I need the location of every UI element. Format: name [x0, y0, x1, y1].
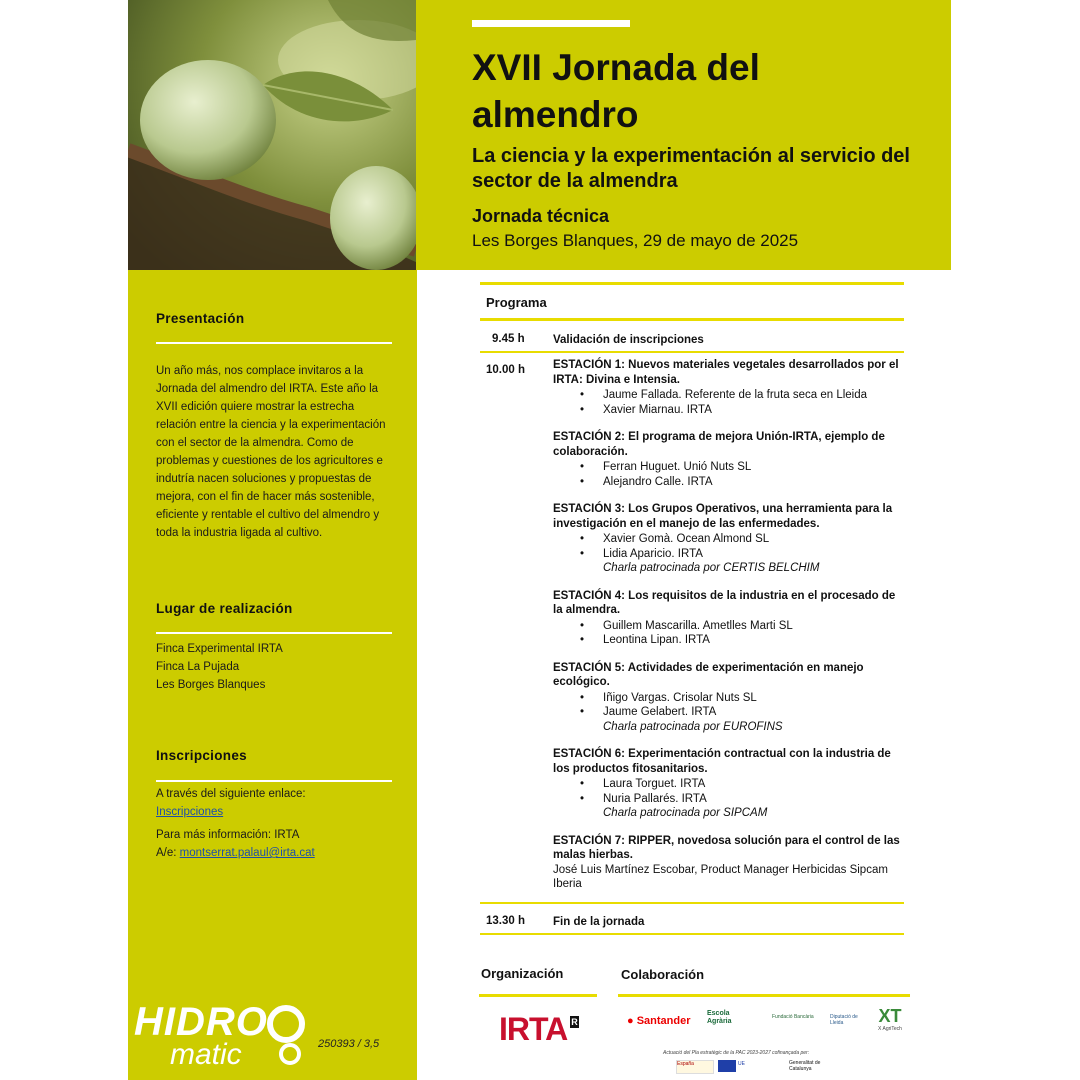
inscripciones-block: [156, 785, 392, 862]
divider: [480, 351, 904, 353]
programa-title: Programa: [486, 295, 547, 310]
station-1: [553, 358, 901, 417]
santander-name: Santander: [636, 1015, 691, 1027]
event-title: XVII Jornada del almendro: [472, 47, 760, 135]
speaker: • Alejandro Calle. IRTA: [553, 475, 901, 490]
eu-name: UE: [738, 1061, 745, 1067]
organizacion-title: Organización: [481, 966, 564, 981]
speaker: • Jaume Gelabert. IRTA: [553, 705, 901, 720]
inscripciones-link[interactable]: Inscripciones: [156, 806, 224, 818]
speaker: • Jaume Fallada. Referente de la fruta seca en Lleida: [553, 388, 901, 403]
station-title: ESTACIÓN 6: Experimentación contractual con la industria de los productos fitosanitarios.: [553, 748, 891, 775]
brand-top: HIDRO: [134, 1000, 268, 1044]
presentacion-title: Presentación: [156, 311, 245, 326]
event-subtitle: La ciencia y la experimentación al servicio del sector de la almendra: [472, 145, 910, 192]
drop-icon: [266, 1002, 308, 1072]
speaker: • Guillem Mascarilla. Ametlles Marti SL: [553, 619, 901, 634]
speaker: • Xavier Gomà. Ocean Almond SL: [553, 532, 901, 547]
inscripciones-title: Inscripciones: [156, 748, 247, 763]
stations-list: [553, 358, 901, 892]
reference-code: 250393 / 3,5: [318, 1038, 380, 1050]
xagritech-logo: [870, 1006, 910, 1038]
station-6: [553, 747, 901, 821]
divider: [156, 342, 392, 344]
generalitat-name: Generalitat de Catalunya: [789, 1060, 821, 1072]
divider: [618, 994, 910, 997]
spain-logo: [676, 1060, 714, 1074]
station-7: [553, 834, 901, 892]
speaker: • Laura Torguet. IRTA: [553, 777, 901, 792]
station-title: ESTACIÓN 2: El programa de mejora Unión-IRTA, ejemplo de colaboración.: [553, 431, 885, 458]
event-type: Jornada técnica: [472, 206, 610, 226]
station-2: [553, 430, 901, 489]
santander-flame-icon: ●: [627, 1015, 634, 1027]
inscripciones-intro: A través del siguiente enlace:: [156, 788, 306, 800]
sponsor-note: Charla patrocinada por EUROFINS: [603, 720, 783, 733]
divider: [480, 318, 904, 321]
almond-photo: [128, 0, 416, 270]
divider: [156, 780, 392, 782]
sponsor-note: Charla patrocinada por CERTIS BELCHIM: [603, 562, 820, 574]
station-title: ESTACIÓN 1: Nuevos materiales vegetales desarrollados por el IRTA: Divina e Intensia.: [553, 359, 899, 386]
station-3: [553, 502, 901, 576]
divider: [480, 933, 904, 935]
header-accent-bar: [472, 20, 630, 27]
time-1330: 13.30 h: [486, 915, 525, 927]
station-4: [553, 589, 901, 648]
escola-agraria-logo: [707, 1010, 749, 1034]
divider: [480, 902, 904, 904]
eu-flag-icon: [718, 1060, 736, 1072]
santander-logo: [627, 1015, 691, 1027]
escola-agraria-name: Escola Agrària: [707, 1010, 732, 1025]
time-945: 9.45 h: [492, 333, 525, 345]
lugar-lines: [156, 640, 392, 694]
event-place-date: Les Borges Blanques, 29 de mayo de 2025: [472, 231, 799, 250]
brand-bottom: matic: [170, 1038, 242, 1071]
email-prefix: A/e:: [156, 847, 177, 859]
station-extra: José Luis Martínez Escobar, Product Manager Herbicidas Sipcam Iberia: [553, 863, 888, 890]
email-link[interactable]: montserrat.palaul@irta.cat: [179, 847, 315, 859]
generalitat-logo: [789, 1060, 829, 1072]
spain-name: España: [677, 1061, 694, 1067]
speaker: • Nuria Pallarés. IRTA: [553, 792, 901, 807]
colaboracion-title: Colaboración: [621, 967, 705, 982]
station-title: ESTACIÓN 3: Los Grupos Operativos, una herramienta para la investigación en el manejo de las enfermedades.: [553, 503, 893, 530]
lugar-title: Lugar de realización: [156, 601, 293, 616]
station-title: ESTACIÓN 4: Los requisitos de la industria en el procesado de la almendra.: [553, 589, 896, 616]
xat-mark: XT: [878, 1006, 902, 1026]
pac-note: Actuació del Pla estratègic de la PAC 2023-2027 cofinançada per:: [663, 1050, 810, 1056]
station-title: ESTACIÓN 5: Actividades de experimentación en manejo ecológico.: [553, 661, 864, 688]
irta-logo: IRTA: [499, 1011, 568, 1047]
diputacio-name: Diputació de Lleida: [830, 1014, 858, 1026]
lugar-line: Finca La Pujada: [156, 661, 240, 673]
divider: [156, 632, 392, 634]
validacion-text: Validación de inscripciones: [553, 334, 704, 346]
divider: [480, 282, 904, 285]
speaker: • Iñigo Vargas. Crisolar Nuts SL: [553, 691, 901, 706]
speaker: • Xavier Miarnau. IRTA: [553, 403, 901, 418]
lugar-line: Les Borges Blanques: [156, 679, 266, 691]
fundacio-name: Fundació Bancària: [772, 1014, 814, 1020]
station-title: ESTACIÓN 7: RIPPER, novedosa solución para el control de las malas hierbas.: [553, 834, 900, 861]
fin-text: Fin de la jornada: [553, 916, 645, 928]
presentacion-text: Un año más, nos complace invitaros a la Jornada del almendro del IRTA. Este año la XVII edición quiere mostrar la estrecha relación entre la ciencia y la experimentación con el sector de la almendra. Como de problemas y cuestiones de los agricultores e indutría nacen soluciones y propuestas de mejora, con el fin de hacer más sostenible, eficiente y rentable el cultivo del almendro y toda la industria ligada al cultivo.: [156, 365, 386, 539]
sponsor-note: Charla patrocinada por SIPCAM: [603, 807, 768, 819]
irta-r-mark: R: [571, 1017, 578, 1027]
divider: [479, 994, 597, 997]
more-info: Para más información: IRTA: [156, 829, 300, 841]
lugar-line: Finca Experimental IRTA: [156, 643, 283, 655]
speaker: • Leontina Lipan. IRTA: [553, 633, 901, 648]
fundacio-logo: [772, 1014, 822, 1034]
diputacio-logo: [830, 1014, 860, 1034]
hidromatic-logo: [134, 1000, 314, 1080]
time-1000: 10.00 h: [486, 364, 525, 376]
xagritech-name: X AgriTech: [878, 1026, 902, 1032]
speaker: • Lidia Aparicio. IRTA: [553, 547, 901, 562]
speaker: • Ferran Huguet. Unió Nuts SL: [553, 460, 901, 475]
station-5: [553, 661, 901, 735]
